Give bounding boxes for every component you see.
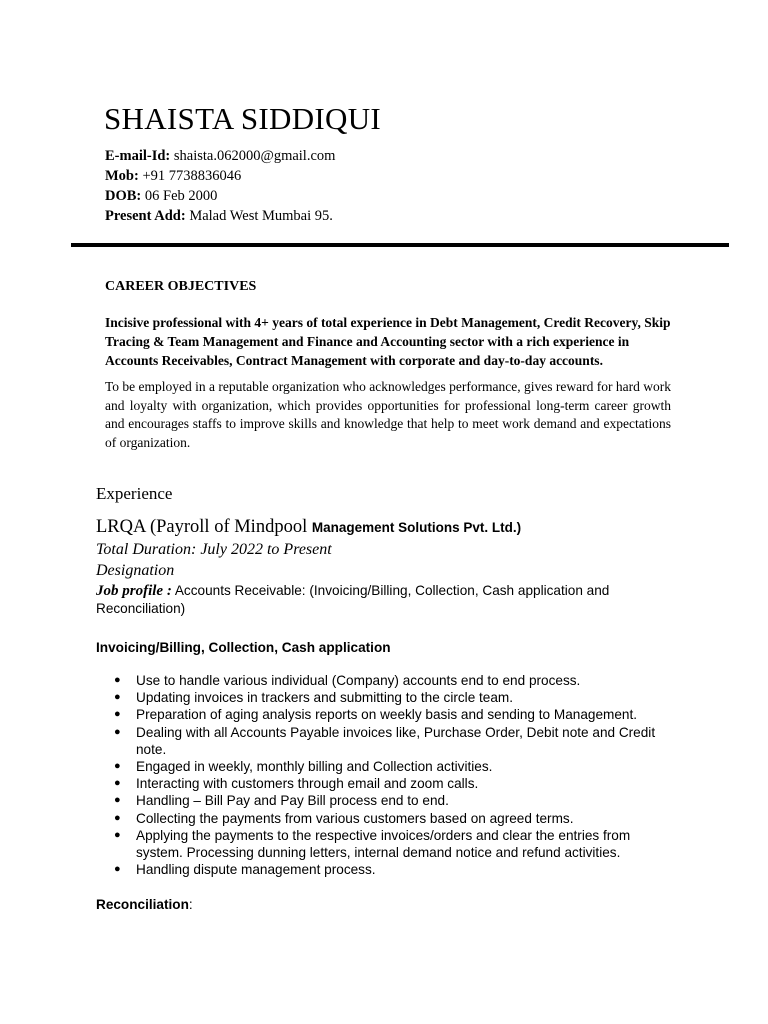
list-item [114,724,674,758]
career-objectives-title: CAREER OBJECTIVES [105,279,257,294]
contact-details [105,146,335,226]
bullet-icon: ● [114,777,121,790]
company-name-serif: LRQA (Payroll of Mindpool [96,517,312,537]
list-item [114,706,674,723]
bullet-icon: ● [114,828,121,841]
invoicing-subheading: Invoicing/Billing, Collection, Cash application [96,640,391,655]
list-item-text: Engaged in weekly, monthly billing and Collection activities. [136,759,493,775]
address-value: Malad West Mumbai 95. [189,208,333,224]
reconciliation-label: Reconciliation [96,897,189,912]
list-item-text: Use to handle various individual (Company) accounts end to end process. [136,673,581,688]
list-item-text: Applying the payments to the respective invoices/orders and clear the entries from system. Processing dunning letters, internal demand notice and refund activities. [136,827,631,861]
dob-row [105,186,335,206]
list-item-text: Updating invoices in trackers and submitting to the circle team. [136,690,514,706]
list-item-text: Preparation of aging analysis reports on weekly basis and sending to Management. [136,707,638,723]
mobile-label: Mob: [105,168,139,184]
bullet-icon: ● [114,760,121,773]
bullet-icon: ● [114,811,121,824]
list-item-text: Handling – Bill Pay and Pay Bill process end to end. [136,793,449,809]
candidate-name: SHAISTA SIDDIQUI [104,101,382,136]
bullet-icon: ● [114,725,121,738]
list-item-text: Handling dispute management process. [136,862,376,878]
list-item [114,672,674,689]
career-summary: Incisive professional with 4+ years of total experience in Debt Management, Credit Recovery, Skip Tracing & Team Management and Finance and Accounting sector with a rich experience in Accounts Receivables, Contract Management with corporate and day-to-day accounts. [105,315,671,368]
job-profile [96,582,656,617]
email-value: shaista.062000@gmail.com [173,148,336,164]
reconciliation-colon: : [188,897,193,912]
list-item-text: Dealing with all Accounts Payable invoices like, Purchase Order, Debit note and Credit note. [136,724,656,757]
mobile-value: +91 7738836046 [142,168,242,184]
designation: Designation [96,562,175,579]
address-row [105,206,335,226]
job-profile-text: Accounts Receivable: (Invoicing/Billing, Collection, Cash application and Reconciliation) [96,583,610,616]
company-name [96,515,521,540]
list-item [114,758,674,775]
job-profile-label: Job profile : [96,583,172,599]
experience-heading: Experience [96,484,173,503]
bullet-icon: ● [114,691,121,704]
address-label: Present Add: [105,208,186,224]
email-row [105,146,335,166]
reconciliation-subheading [96,896,193,913]
bullet-icon: ● [114,708,121,721]
dob-label: DOB: [105,188,142,204]
mobile-row [105,166,335,186]
list-item [114,689,674,706]
bullet-icon: ● [114,863,121,876]
duties-list [114,672,674,878]
bullet-icon: ● [114,674,121,686]
dob-value: 06 Feb 2000 [144,188,218,204]
list-item [114,827,674,861]
header-divider [71,243,729,247]
company-name-sans: Management Solutions Pvt. Ltd.) [311,520,522,535]
list-item-text: Interacting with customers through email and zoom calls. [136,776,479,792]
email-label: E-mail-Id: [105,148,171,164]
career-objective-text: To be employed in a reputable organization who acknowledges performance, gives reward for hard work and loyalty with organization, which provides opportunities for professional long-term career growth and encourages staffs to improve skills and knowledge that help to meet work demand and expectations of organization. [105,379,671,450]
list-item [114,861,674,878]
list-item-text: Collecting the payments from various customers based on agreed terms. [136,810,574,826]
list-item [114,810,674,827]
list-item [114,775,674,792]
list-item [114,792,674,809]
total-duration: Total Duration: July 2022 to Present [96,541,332,558]
bullet-icon: ● [114,794,121,807]
